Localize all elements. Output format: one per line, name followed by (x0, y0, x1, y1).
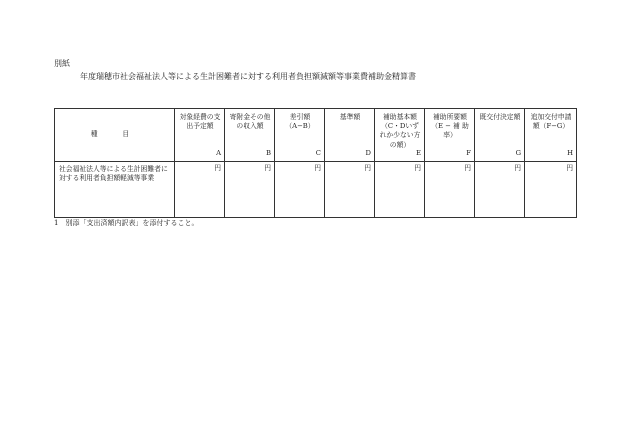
yen-unit: 円 (314, 164, 321, 172)
column-header-g (475, 109, 525, 162)
column-header-a (175, 109, 225, 162)
settlement-table (54, 108, 577, 218)
amount-cell-h[interactable] (525, 162, 577, 218)
annex-label: 別紙 (54, 59, 70, 68)
yen-unit: 円 (214, 164, 221, 172)
column-header-h (525, 109, 577, 162)
column-header-label: 既交付決定額 (479, 113, 521, 121)
column-header-b (225, 109, 275, 162)
yen-unit: 円 (414, 164, 421, 172)
column-header-e (375, 109, 425, 162)
document-title: 年度瑞穂市社会福祉法人等による生計困難者に対する利用者負担額減額等事業費補助金精算書 (80, 72, 416, 81)
column-header-letter: C (315, 148, 321, 157)
amount-cell-a[interactable] (175, 162, 225, 218)
column-header-letter: F (466, 148, 471, 157)
column-header-letter: B (266, 148, 271, 157)
yen-unit: 円 (464, 164, 471, 172)
column-header-letter: D (365, 148, 371, 157)
item-column-header: 種 目 (55, 109, 175, 162)
column-header-d (325, 109, 375, 162)
amount-cell-f[interactable] (425, 162, 475, 218)
table-header-row (55, 109, 577, 162)
item-name-cell: 社会福祉法人等による生計困難者に対する利用者負担額軽減等事業 (55, 162, 175, 218)
column-header-label: 補助所要額（E − 補 助率） (431, 113, 469, 140)
column-header-f (425, 109, 475, 162)
column-header-label: 対象経費の支出予定額 (179, 113, 221, 131)
column-header-label: 基準額 (339, 113, 361, 121)
footnote: 1 別添「支出済額内訳表」を添付すること。 (54, 219, 199, 227)
column-header-label: 追加交付申請額（F−G） (530, 113, 572, 131)
column-header-c (275, 109, 325, 162)
column-header-letter: A (216, 148, 221, 157)
amount-cell-d[interactable] (325, 162, 375, 218)
table-row (55, 162, 577, 218)
column-header-label: 補助基本額（C・Dいずれか少ない方の額） (379, 113, 421, 149)
yen-unit: 円 (566, 164, 573, 172)
yen-unit: 円 (364, 164, 371, 172)
column-header-letter: G (515, 148, 521, 157)
amount-cell-e[interactable] (375, 162, 425, 218)
column-header-letter: H (567, 148, 573, 157)
amount-cell-b[interactable] (225, 162, 275, 218)
yen-unit: 円 (264, 164, 271, 172)
yen-unit: 円 (514, 164, 521, 172)
column-header-label: 寄附金その他の収入額 (229, 113, 271, 131)
amount-cell-g[interactable] (475, 162, 525, 218)
column-header-label: 差引額（A−B） (285, 113, 315, 131)
column-header-letter: E (416, 148, 421, 157)
amount-cell-c[interactable] (275, 162, 325, 218)
